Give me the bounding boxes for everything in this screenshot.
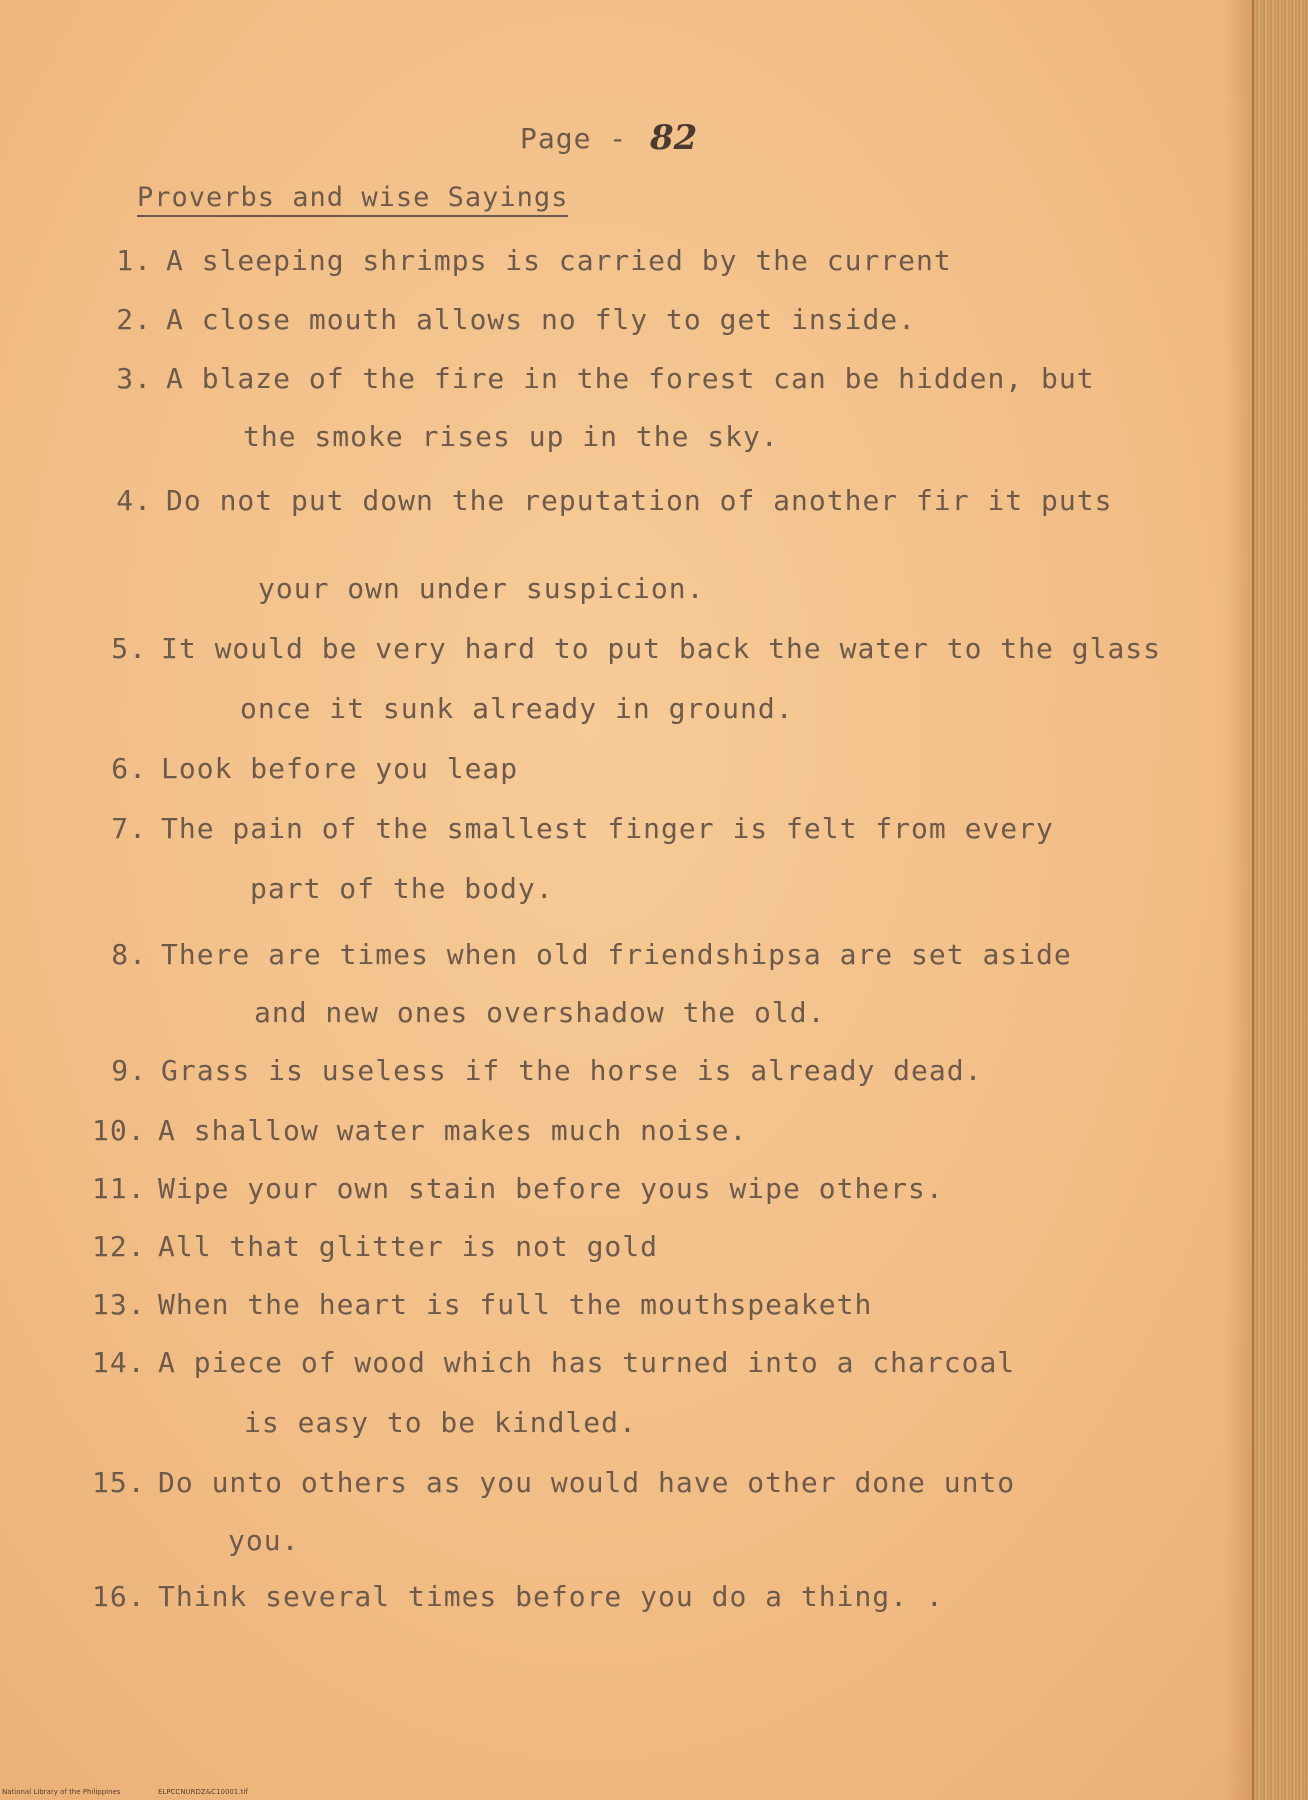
proverb-item	[92, 1580, 944, 1613]
proverb-item	[100, 244, 952, 277]
proverb-number: 13.	[92, 1288, 146, 1321]
proverb-text: A shallow water makes much noise.	[158, 1114, 748, 1147]
proverb-number: 4.	[116, 484, 152, 517]
proverb-item	[100, 484, 1112, 517]
proverb-item	[92, 1346, 1015, 1379]
proverb-number: 9.	[111, 1054, 147, 1087]
proverb-item	[95, 938, 1072, 971]
proverb-item	[95, 752, 518, 785]
proverb-number: 2.	[116, 303, 152, 336]
page-edges	[1252, 0, 1308, 1800]
proverb-item	[100, 303, 916, 336]
proverb-text: It would be very hard to put back the water to the glass	[161, 632, 1162, 665]
proverb-continuation: your own under suspicion.	[258, 572, 705, 605]
proverb-item	[92, 1114, 747, 1147]
proverb-continuation: and new ones overshadow the old.	[254, 996, 826, 1029]
proverb-continuation: the smoke rises up in the sky.	[243, 420, 779, 453]
proverb-item	[92, 1466, 1015, 1499]
proverb-text: A sleeping shrimps is carried by the current	[166, 244, 952, 277]
proverb-continuation: part of the body.	[250, 872, 554, 905]
proverb-text: Think several times before you do a thing. .	[158, 1580, 944, 1613]
proverb-number: 11.	[92, 1172, 146, 1205]
proverb-text: Do not put down the reputation of another fir it puts	[166, 484, 1113, 517]
proverb-text: When the heart is full the mouthspeaketh	[158, 1288, 873, 1321]
footer-caption: National Library of the Philippines	[2, 1788, 121, 1796]
proverb-item	[92, 1230, 658, 1263]
proverb-text: Do unto others as you would have other done unto	[158, 1466, 1016, 1499]
proverb-number: 10.	[92, 1114, 146, 1147]
proverb-number: 8.	[111, 938, 147, 971]
proverb-item	[95, 812, 1054, 845]
proverb-text: A blaze of the fire in the forest can be hidden, but	[166, 362, 1095, 395]
proverb-number: 12.	[92, 1230, 146, 1263]
page-number-label: Page -	[520, 122, 628, 155]
proverb-item	[95, 1054, 982, 1087]
proverb-continuation: you.	[228, 1524, 300, 1557]
proverb-text: A close mouth allows no fly to get inside.	[166, 303, 917, 336]
binding-shadow	[1225, 0, 1253, 1800]
proverb-continuation: is easy to be kindled.	[244, 1406, 637, 1439]
proverb-number: 16.	[92, 1580, 146, 1613]
proverb-continuation: once it sunk already in ground.	[240, 692, 794, 725]
proverb-text: There are times when old friendshipsa are set aside	[161, 938, 1072, 971]
proverb-number: 3.	[116, 362, 152, 395]
proverb-text: Grass is useless if the horse is already dead.	[161, 1054, 983, 1087]
proverb-text: Look before you leap	[161, 752, 519, 785]
proverb-text: A piece of wood which has turned into a charcoal	[158, 1346, 1016, 1379]
proverb-text: Wipe your own stain before yous wipe others.	[158, 1172, 944, 1205]
proverb-number: 14.	[92, 1346, 146, 1379]
proverb-item	[92, 1172, 944, 1205]
proverb-text: All that glitter is not gold	[158, 1230, 659, 1263]
proverb-number: 6.	[111, 752, 147, 785]
page-number-handwritten: 82	[650, 118, 698, 158]
proverb-text: The pain of the smallest finger is felt from every	[161, 812, 1054, 845]
proverb-number: 7.	[111, 812, 147, 845]
section-heading: Proverbs and wise Sayings	[137, 182, 568, 217]
proverb-number: 5.	[111, 632, 147, 665]
proverb-item	[92, 1288, 872, 1321]
proverb-number: 1.	[116, 244, 152, 277]
footer-filename: ELPCCNURDZ&C10001.tif	[158, 1788, 248, 1796]
proverb-item	[100, 362, 1095, 395]
proverb-item	[95, 632, 1161, 665]
proverb-number: 15.	[92, 1466, 146, 1499]
